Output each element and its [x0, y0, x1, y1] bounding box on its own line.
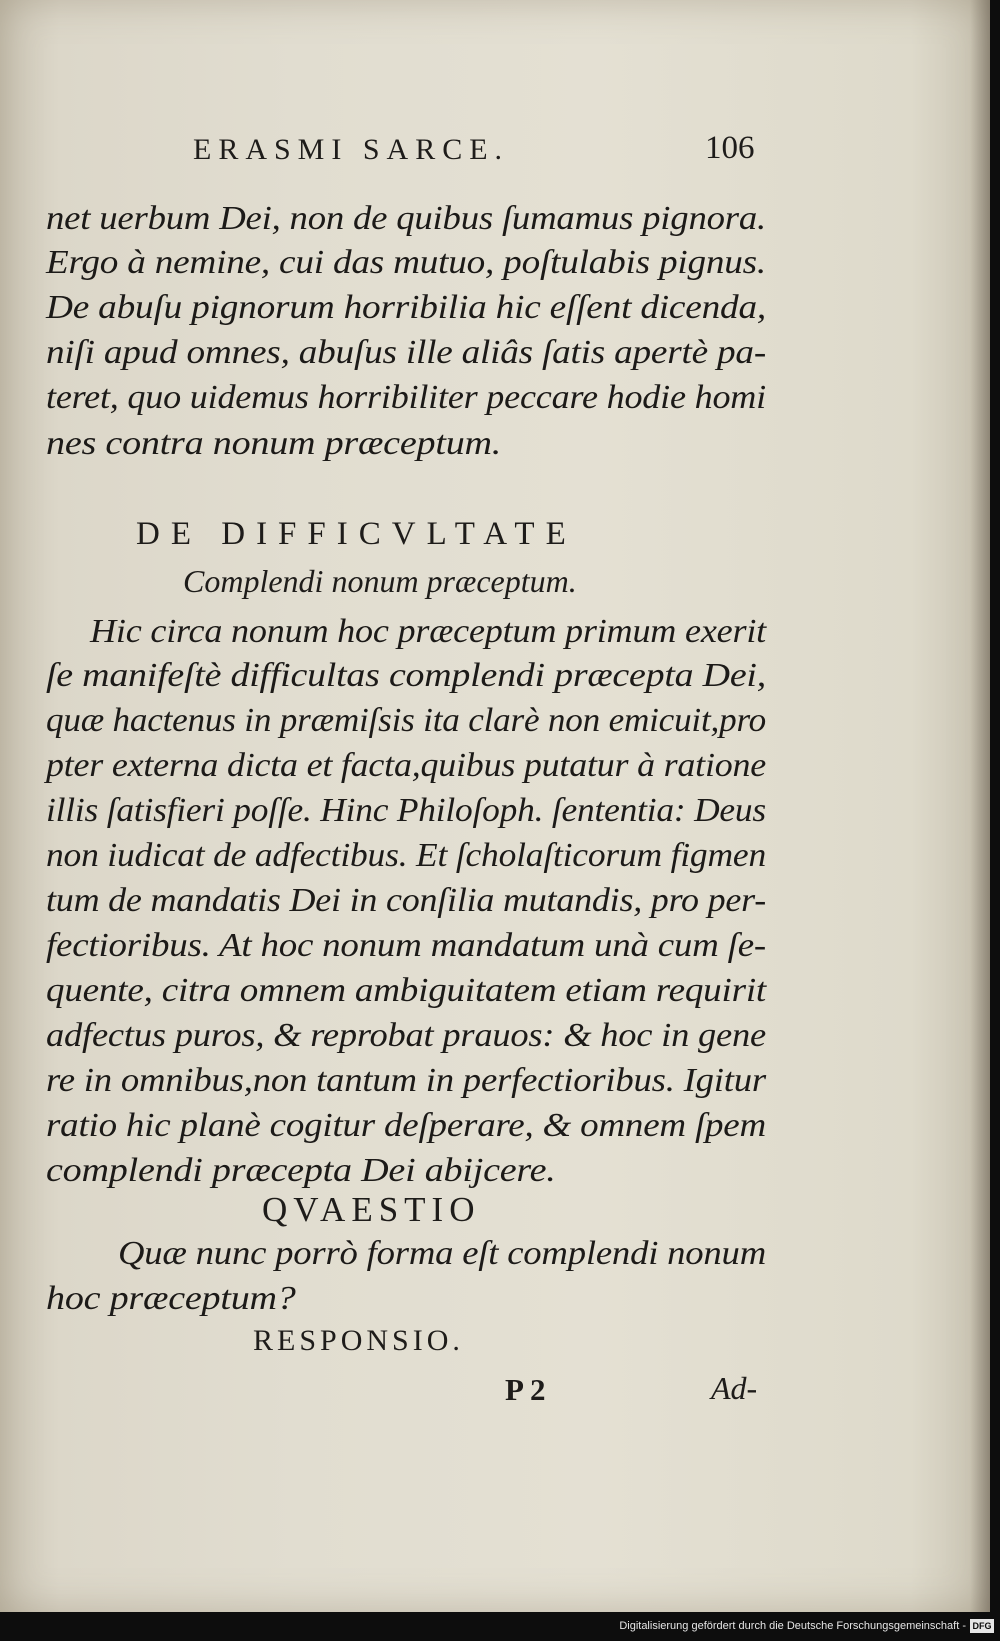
text-line: Ergo à nemine, cui das mutuo, poſtulabis pignus. [46, 244, 766, 281]
text-line: adfectus puros, & reprobat prauos: & hoc in gene [46, 1017, 766, 1054]
text-line: re in omnibus,non tantum in perfectioribus. Igitur [46, 1062, 766, 1099]
text-line: non iudicat de adfectibus. Et ſcholaſticorum figmen [46, 837, 766, 874]
catchword: Ad- [711, 1370, 758, 1406]
text-line: niſi apud omnes, abuſus ille aliâs ſatis apertè pa- [46, 334, 766, 371]
page-number: 106 [705, 130, 755, 166]
dfg-logo-icon: DFG [970, 1619, 994, 1633]
signature-mark: P 2 [505, 1372, 546, 1407]
section-subheading: Complendi nonum præceptum. [183, 563, 577, 599]
text-line: nes contra nonum præceptum. [46, 425, 502, 462]
text-line: tum de mandatis Dei in conſilia mutandis, pro per- [46, 882, 766, 919]
text-line: ſe manifeſtè difficultas complendi præcepta Dei, [46, 657, 766, 694]
text-line: quente, citra omnem ambiguitatem etiam requirit [46, 972, 766, 1009]
text-line: De abuſu pignorum horribilia hic eſſent dicenda, [46, 289, 766, 326]
running-head: ERASMI SARCE. [193, 133, 510, 166]
responsio-heading: RESPONSIO. [253, 1324, 464, 1357]
quaestio-heading: QVAESTIO [262, 1190, 481, 1229]
text-line: Hic circa nonum hoc præceptum primum exerit [90, 613, 766, 650]
text-line: pter externa dicta et facta,quibus putatur à ratione [46, 747, 766, 784]
digitization-footer [0, 1612, 1000, 1641]
text-line: Quæ nunc porrò forma eſt complendi nonum [118, 1235, 766, 1272]
text-line: illis ſatisfieri poſſe. Hinc Philoſoph. ſententia: Deus [46, 792, 766, 829]
section-heading: DE DIFFICVLTATE [136, 516, 577, 552]
text-line: quæ hactenus in præmiſsis ita clarè non emicuit,pro [46, 702, 766, 739]
text-line: teret, quo uidemus horribiliter peccare hodie homi [46, 379, 766, 416]
text-line: ratio hic planè cogitur deſperare, & omnem ſpem [46, 1107, 766, 1144]
text-line: complendi præcepta Dei abijcere. [46, 1152, 556, 1189]
text-line: hoc præceptum? [46, 1280, 296, 1317]
funding-notice: Digitalisierung gefördert durch die Deutsche Forschungsgemeinschaft - [619, 1620, 966, 1632]
text-line: fectioribus. At hoc nonum mandatum unà cum ſe- [46, 927, 766, 964]
text-line: net uerbum Dei, non de quibus ſumamus pignora. [46, 200, 766, 237]
